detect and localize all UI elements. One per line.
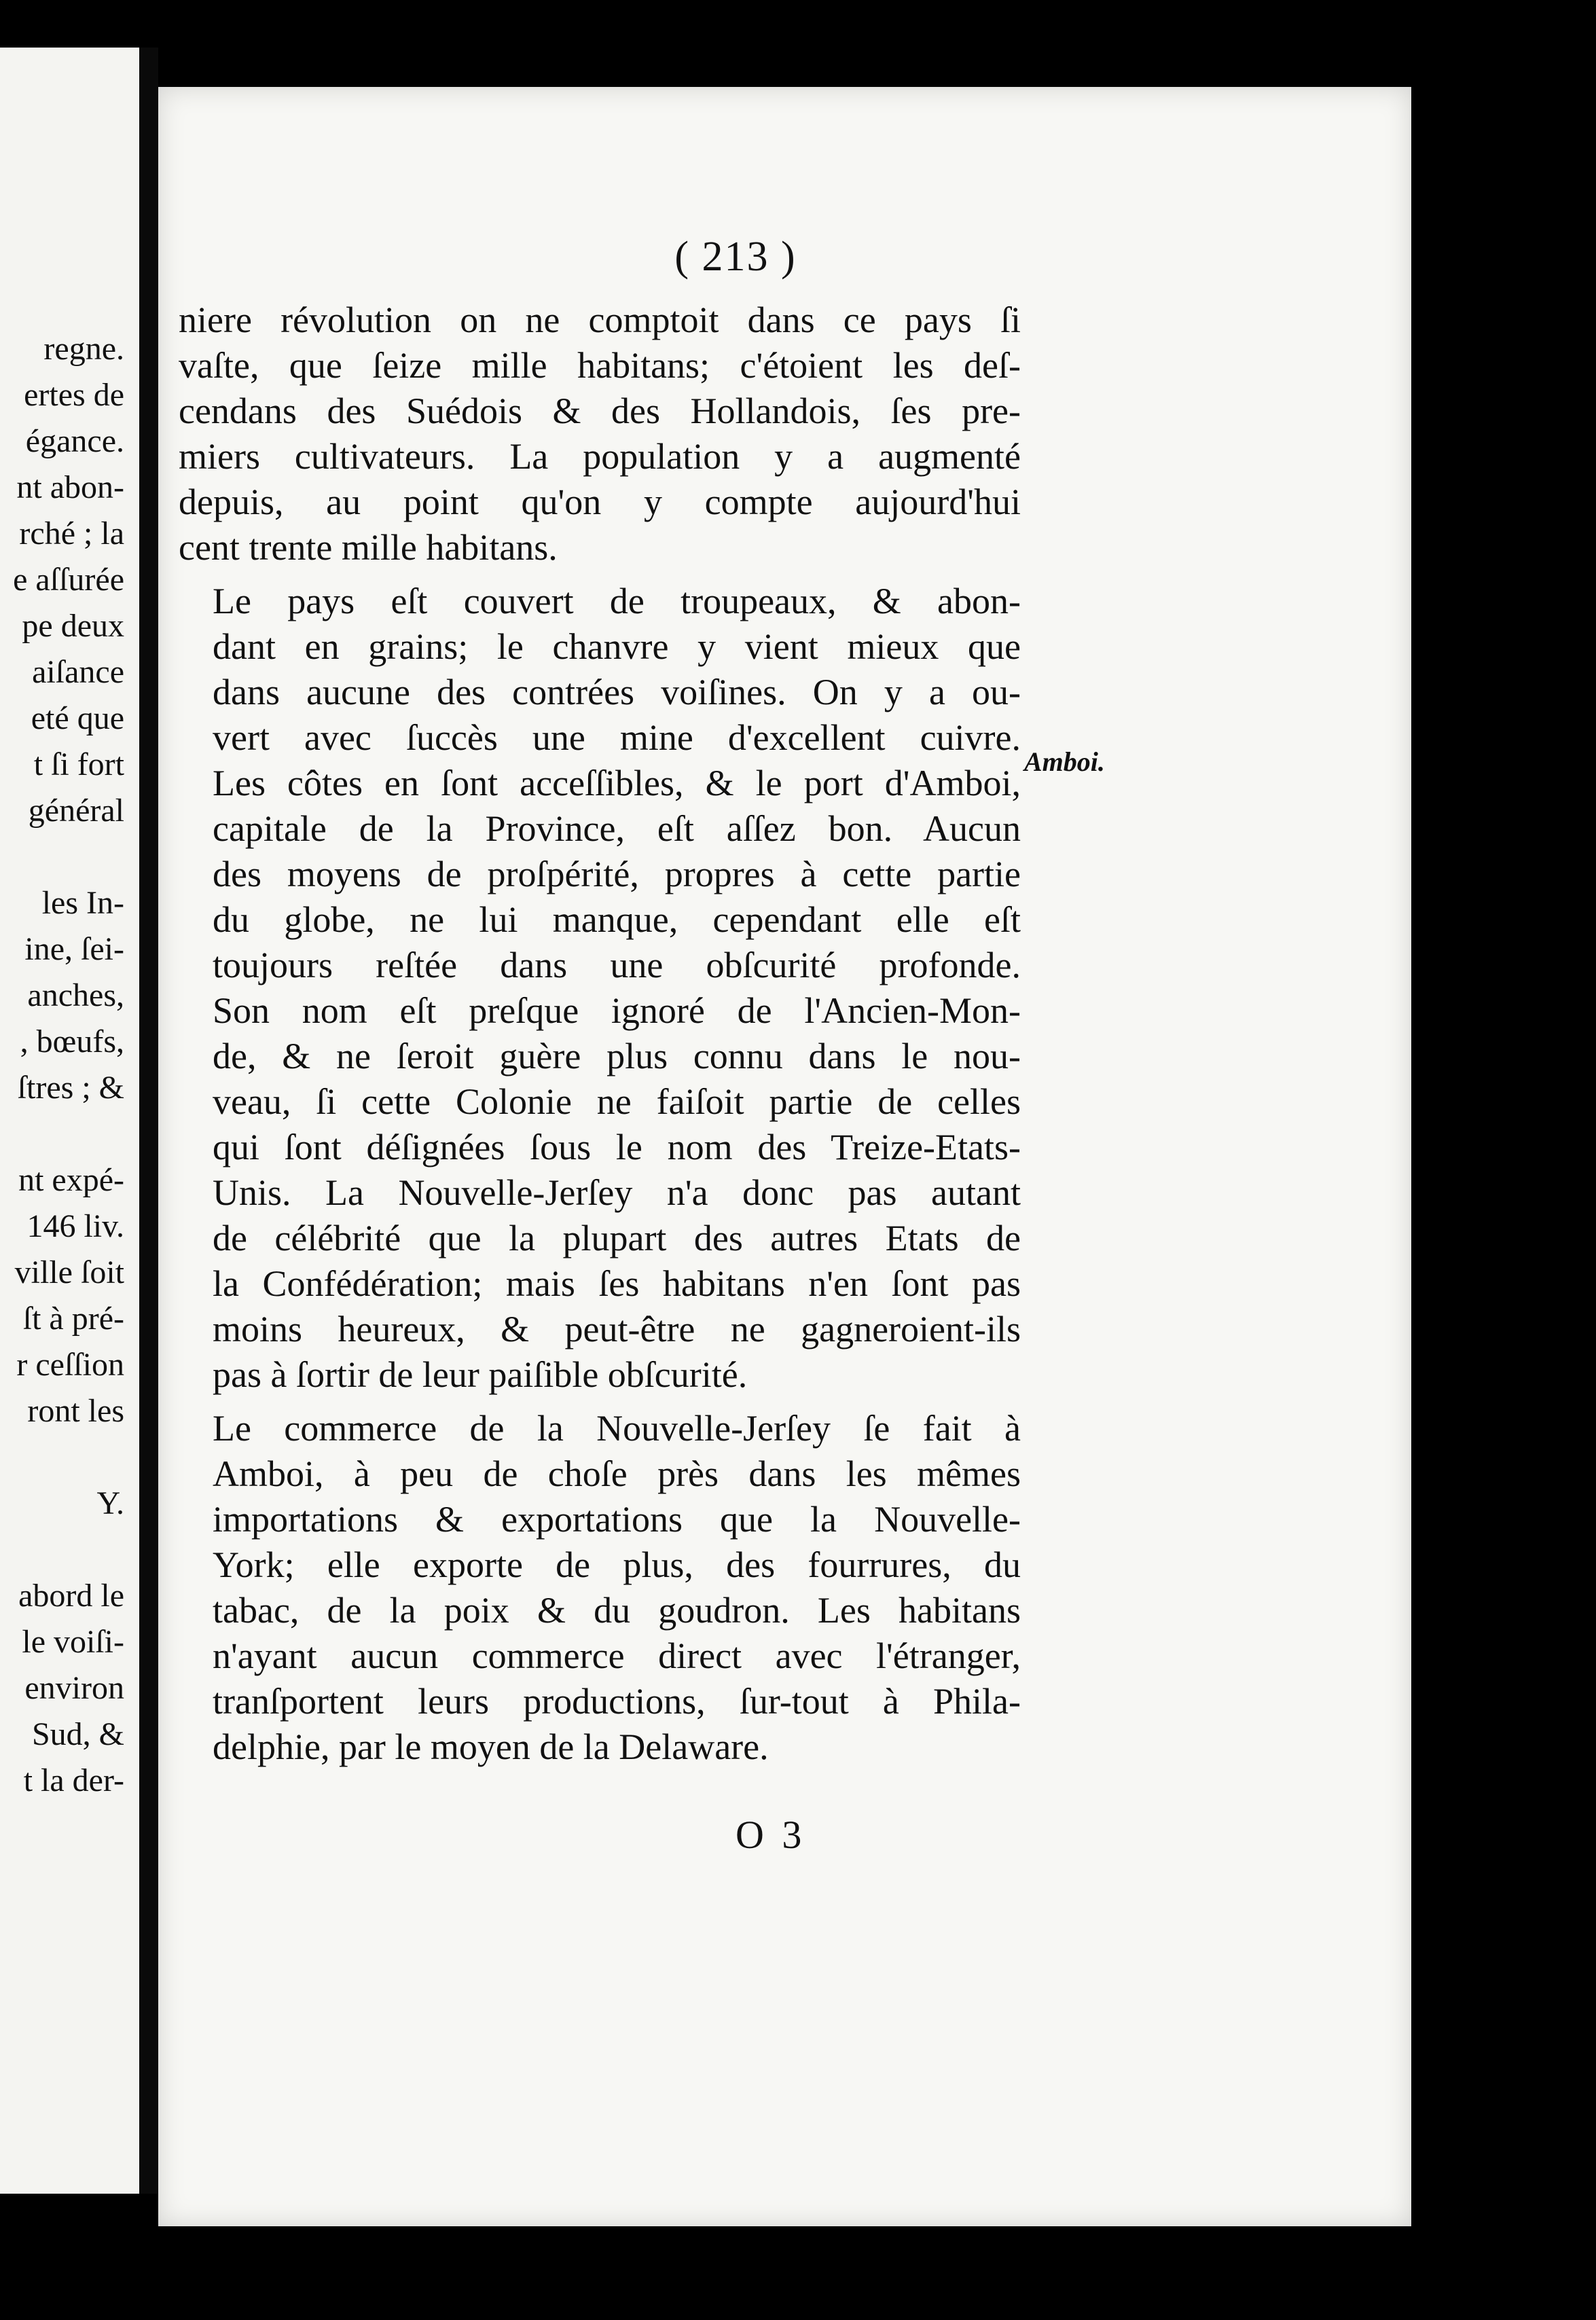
text-line: Son nom eſt preſque ignoré de l'Ancien-Mon-: [213, 990, 1021, 1031]
left-line: aiſance: [32, 654, 124, 690]
text-line: Unis. La Nouvelle-Jerſey n'a donc pas autant: [213, 1172, 1021, 1213]
text-line: tabac, de la poix & du goudron. Les habitans: [213, 1590, 1021, 1631]
left-line: ſtres ; &: [17, 1070, 124, 1106]
left-line: eté que: [31, 700, 124, 736]
text-line: Le pays eſt couvert de troupeaux, & abon-: [213, 581, 1021, 621]
text-line: vert avec ſuccès une mine d'excellent cuivre.: [213, 717, 1021, 758]
left-page-text: [13, 326, 124, 1804]
text-line: importations & exportations que la Nouvelle-: [213, 1499, 1021, 1540]
text-line: York; elle exporte de plus, des fourrures, du: [213, 1544, 1021, 1585]
left-line: regne.: [43, 331, 124, 367]
left-line: nt expé-: [18, 1162, 124, 1198]
text-line: miers cultivateurs. La population y a augmenté: [179, 436, 1021, 477]
text-line: veau, ſi cette Colonie ne faiſoit partie de celles: [213, 1081, 1021, 1122]
left-line: Sud, &: [31, 1716, 124, 1752]
text-line: pas à ſortir de leur paiſible obſcurité.: [213, 1354, 748, 1395]
left-line: r ceſſion: [16, 1347, 124, 1383]
text-line: cent trente mille habitans.: [179, 527, 558, 568]
text-line: Les côtes en ſont acceſſibles, & le port d'Amboi,: [213, 763, 1021, 803]
text-line: toujours reſtée dans une obſcurité profonde.: [213, 945, 1021, 985]
left-line: ville ſoit: [14, 1254, 124, 1290]
paragraph: [179, 579, 1021, 1398]
text-line: tranſportent leurs productions, ſur-tout à Phila-: [213, 1681, 1021, 1722]
left-line: ſt à pré-: [22, 1301, 124, 1337]
left-line-gap: [13, 1527, 124, 1573]
left-line: t ſi fort: [33, 746, 124, 782]
left-line: Y.: [96, 1485, 124, 1521]
left-line: ine, ſei-: [24, 931, 124, 967]
left-line: le voiſi-: [22, 1624, 124, 1660]
left-line: ertes de: [24, 377, 124, 413]
left-line: rché ; la: [19, 515, 124, 551]
left-page-fragment: [0, 48, 139, 2194]
left-line: t la der-: [23, 1762, 124, 1798]
left-line: 146 liv.: [26, 1208, 124, 1244]
text-line: de, & ne ſeroit guère plus connu dans le nou-: [213, 1036, 1021, 1076]
page-number-header: ( 213 ): [674, 234, 797, 280]
text-line: vaſte, que ſeize mille habitans; c'étoient les deſ-: [179, 345, 1021, 386]
text-line: la Confédération; mais ſes habitans n'en ſont pas: [213, 1263, 1021, 1304]
book-gutter: [139, 48, 158, 2194]
paragraph: [179, 1406, 1021, 1770]
left-line-gap: [13, 1111, 124, 1157]
text-line: qui ſont déſignées ſous le nom des Treize-Etats-: [213, 1127, 1021, 1167]
text-line: des moyens de proſpérité, propres à cette partie: [213, 854, 1021, 894]
text-line: depuis, au point qu'on y compte aujourd'hui: [179, 482, 1021, 522]
left-line: abord le: [18, 1578, 124, 1614]
body-text: [179, 297, 1021, 1770]
left-line: nt abon-: [16, 469, 124, 505]
text-line: niere révolution on ne comptoit dans ce pays ſi: [179, 300, 1021, 340]
text-line: dant en grains; le chanvre y vient mieux que: [213, 626, 1021, 667]
left-line: ront les: [27, 1393, 124, 1429]
left-line: les In-: [41, 885, 124, 921]
left-line: environ: [24, 1670, 124, 1706]
text-line: delphie, par le moyen de la Delaware.: [213, 1726, 769, 1767]
left-line: anches,: [27, 977, 124, 1013]
margin-note: Amboi.: [1024, 746, 1105, 777]
left-line: , bœufs,: [20, 1023, 124, 1059]
text-line: du globe, ne lui manque, cependant elle eſt: [213, 899, 1021, 940]
left-line-gap: [13, 834, 124, 880]
text-line: capitale de la Province, eſt aſſez bon. Aucun: [213, 808, 1021, 849]
left-line: égance.: [25, 423, 124, 459]
text-line: n'ayant aucun commerce direct avec l'étranger,: [213, 1635, 1021, 1676]
text-line: moins heureux, & peut-être ne gagneroient-ils: [213, 1309, 1021, 1349]
paragraph: [179, 297, 1021, 570]
text-line: Le commerce de la Nouvelle-Jerſey ſe fait à: [213, 1408, 1021, 1449]
right-page: [158, 87, 1411, 2226]
left-line: e aſſurée: [13, 562, 124, 598]
text-line: Amboi, à peu de choſe près dans les mêmes: [213, 1453, 1021, 1494]
signature-mark: O 3: [736, 1813, 806, 1857]
left-line: pe deux: [22, 608, 124, 644]
text-line: de célébrité que la plupart des autres Etats de: [213, 1218, 1021, 1258]
left-line: général: [28, 793, 124, 829]
text-line: cendans des Suédois & des Hollandois, ſes pre-: [179, 391, 1021, 431]
text-line: dans aucune des contrées voiſines. On y a ou-: [213, 672, 1021, 712]
left-line-gap: [13, 1434, 124, 1481]
